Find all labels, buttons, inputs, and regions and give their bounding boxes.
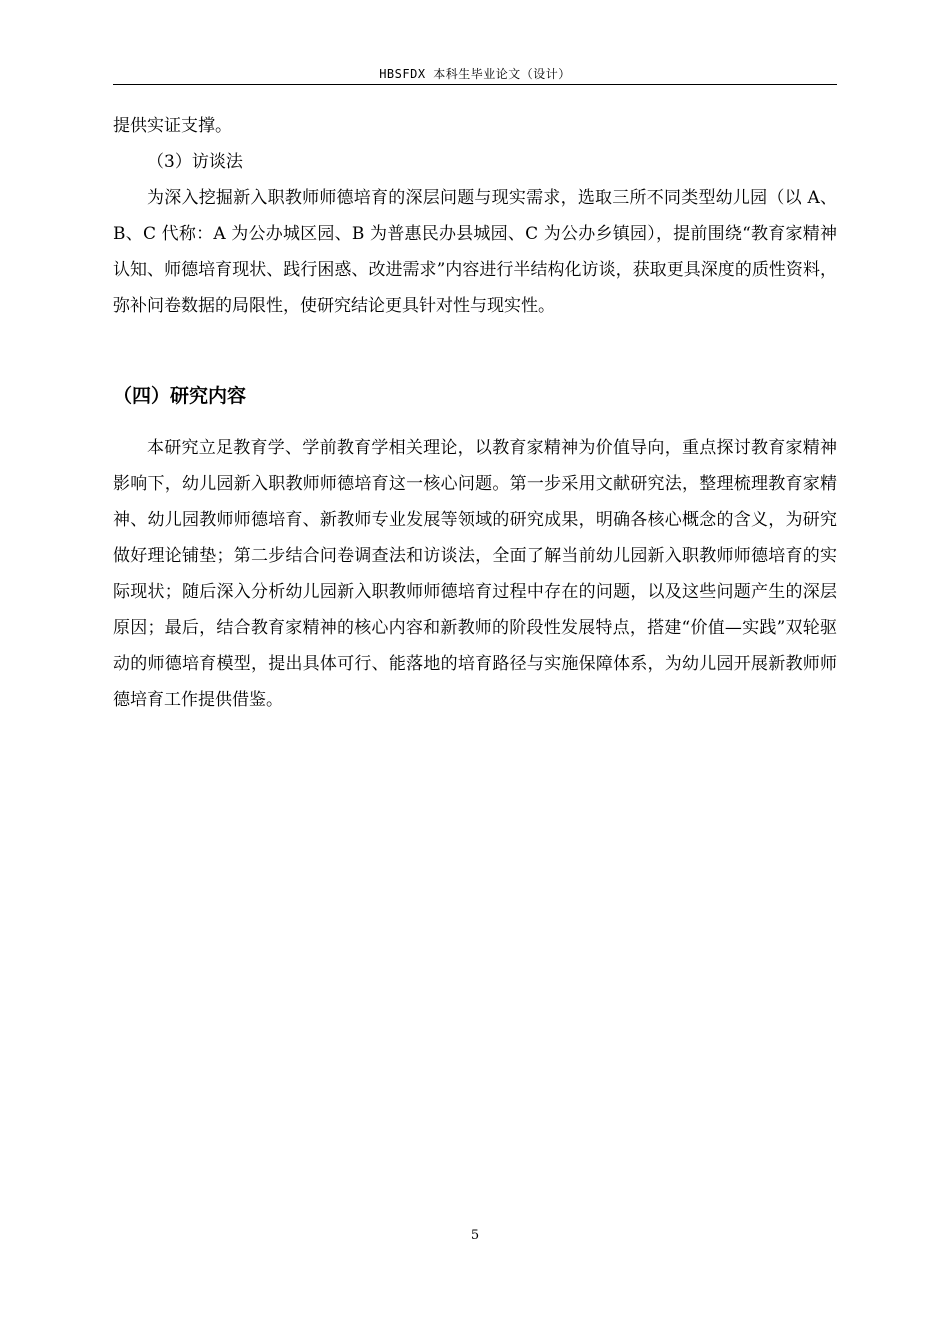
header-title: HBSFDX 本科生毕业论文（设计）: [379, 67, 571, 81]
paragraph-research-content: 本研究立足教育学、学前教育学相关理论，以教育家精神为价值导向，重点探讨教育家精神影响下，幼儿园新入职教师师德培育这一核心问题。第一步采用文献研究法，整理梳理教育家精神、幼儿园教师师德培育、新教师专业发展等领域的研究成果，明确各核心概念的含义，为研究做好理论铺垫；第二步结合问卷调查法和访谈法，全面了解当前幼儿园新入职教师师德培育的实际现状；随后深入分析幼儿园新入职教师师德培育过程中存在的问题，以及这些问题产生的深层原因；最后，结合教育家精神的核心内容和新教师的阶段性发展特点，搭建“价值—实践”双轮驱动的师德培育模型，提出具体可行、能落地的培育路径与实施保障体系，为幼儿园开展新教师师德培育工作提供借鉴。: [113, 438, 837, 710]
paragraph-interview-method: 为深入挖掘新入职教师师德培育的深层问题与现实需求，选取三所不同类型幼儿园（以 A、B、C 代称：A 为公办城区园、B 为普惠民办县城园、C 为公办乡镇园），提前围绕“教育家精神认知、师德培育现状、践行困惑、改进需求”内容进行半结构化访谈，获取更具深度的质性资料，弥补问卷数据的局限性，使研究结论更具针对性与现实性。: [113, 188, 837, 316]
page-number: 5: [470, 1228, 480, 1243]
paragraph-continued: 提供实证支撑。: [113, 116, 232, 136]
page-header: [113, 64, 837, 85]
section-heading-research-content: （四）研究内容: [113, 385, 247, 407]
subheading-interview-method: （3）访谈法: [147, 152, 243, 172]
